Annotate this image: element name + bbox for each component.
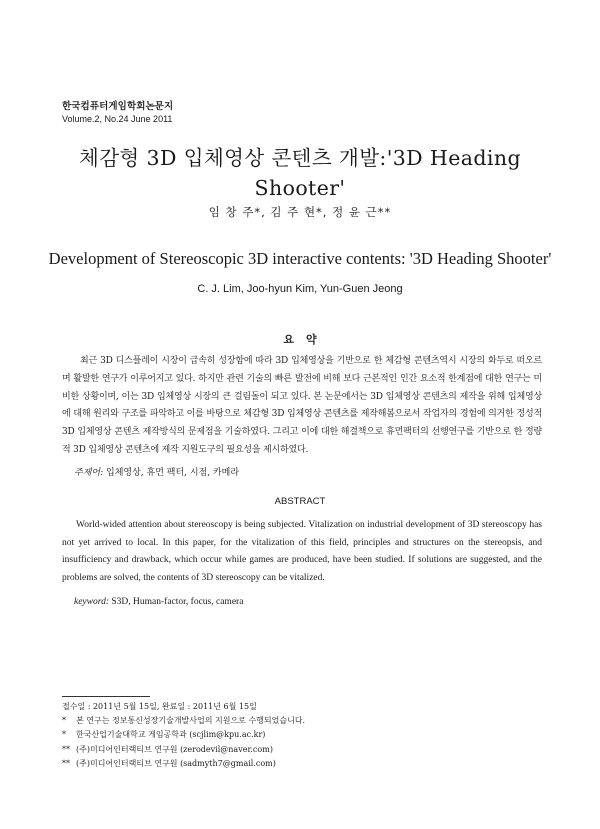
korean-keywords (74, 465, 239, 478)
english-keywords-text: S3D, Human-factor, focus, camera (111, 597, 244, 607)
footnote-funding (62, 714, 542, 728)
english-keywords-label: keyword: (74, 597, 109, 607)
korean-title: 체감형 3D 입체영상 콘텐츠 개발:'3D Heading Shooter' (79, 146, 521, 200)
journal-issue: Volume.2, No.24 June 2011 (62, 114, 173, 124)
journal-name: 한국컴퓨터게임학회논문지 (62, 101, 174, 112)
footnote-text: (주)미디어인터랙티브 연구원 (zerodevil@naver.com) (76, 744, 273, 754)
footnote-marker: ** (62, 758, 70, 768)
footnote-text: 한국산업기술대학교 게임공학과 (scjlim@kpu.ac.kr) (76, 730, 266, 740)
english-title: Development of Stereoscopic 3D interactive contents: '3D Heading Shooter' (48, 249, 552, 268)
korean-keywords-label: 주제어: (74, 468, 104, 478)
footnote-text: (주)미디어인터랙티브 연구원 (sadmyth7@gmail.com) (76, 758, 276, 768)
footnote-affiliation-3 (62, 757, 542, 771)
footnote-dates (62, 700, 542, 714)
korean-keywords-text: 입체영상, 휴먼 팩터, 시점, 카메라 (106, 468, 240, 478)
english-abstract-heading: ABSTRACT (274, 496, 326, 507)
footnote-affiliation-1 (62, 728, 542, 742)
korean-abstract-heading: 요약 (283, 333, 329, 346)
english-keywords (74, 597, 243, 607)
footnote-text: 본 연구는 정보통신성장기술개발사업의 지원으로 수행되었습니다. (76, 716, 306, 726)
footnote-text: 접수일 : 2011년 5월 15일, 완료일 : 2011년 6월 15일 (62, 702, 257, 711)
korean-authors: 임 창 주*, 김 주 현*, 정 윤 근** (208, 205, 392, 219)
journal-header (62, 98, 173, 124)
english-abstract-body: World-wided attention about stereoscopy is being subjected. Vitalization on industrial development of 3D stereoscopy has not yet arrived to local. In this paper, for the vitalization of this field, principles and structures on the stereopsis, and insufficiency and drawback, which occur while games are produced, have been studied. If solutions are suggested, and the problems are solved, the contents of 3D stereoscopy can be vitalized. (62, 520, 542, 584)
english-authors: C. J. Lim, Joo-hyun Kim, Yun-Guen Jeong (197, 283, 403, 295)
footnote-divider (62, 696, 150, 697)
footnote-marker: * (62, 716, 66, 726)
footnote-marker: ** (62, 744, 70, 754)
footnotes (62, 700, 542, 771)
footnote-marker: * (62, 730, 66, 740)
korean-abstract-body: 최근 3D 디스플레이 시장이 급속히 성장함에 따라 3D 입체영상을 기반으로 한 체감형 콘텐츠역시 시장의 화두로 떠오르며 활발한 연구가 이루어지고 있다. 하지만 관련 기술의 빠른 발전에 비해 보다 근본적인 인간 요소적 한계점에 대한 연구는 미비한 상황이며, 이는 3D 입체영상 시장의 큰 걸림돌이 되고 있다. 본 논문에서는 3D 입체영상 콘텐츠의 제작을 위해 입체영상에 대해 원리와 구조를 파악하고 이를 바탕으로 체감형 3D 입체영상 콘텐츠를 제작해봄으로서 작업자의 경험에 의거한 정성적 3D 입체영상 콘텐츠 제작방식의 문제점을 기술하였다. 그리고 이에 대한 해결책으로 휴먼팩터의 선행연구를 기반으로 한 정량적 3D 입체영상 콘텐츠에 제작 지원도구의 필요성을 제시하였다. (62, 356, 542, 455)
footnote-affiliation-2 (62, 743, 542, 757)
